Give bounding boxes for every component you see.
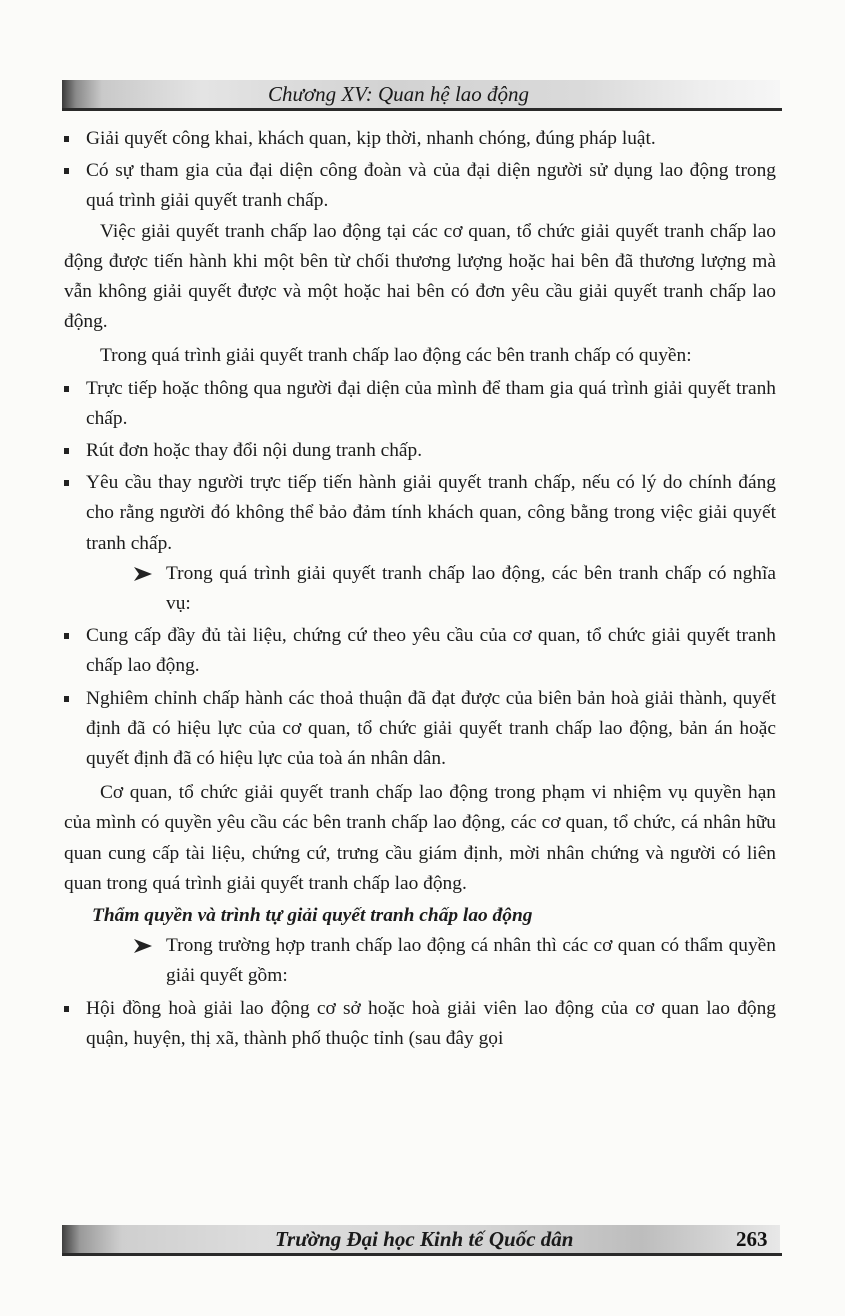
arrow-item xyxy=(64,931,776,991)
bullet-text: Rút đơn hoặc thay đổi nội dung tranh chấp. xyxy=(86,440,423,462)
footer-university: Trường Đại học Kinh tế Quốc dân xyxy=(275,1227,574,1251)
bullet-item xyxy=(64,994,776,1054)
bullet-text: Cung cấp đầy đủ tài liệu, chứng cứ theo yêu cầu của cơ quan, tổ chức giải quyết tranh chấp lao động. xyxy=(86,625,776,677)
page-number: 263 xyxy=(736,1227,768,1251)
bullet-text: Nghiêm chỉnh chấp hành các thoả thuận đã đạt được của biên bản hoà giải thành, quyết định đã có hiệu lực của cơ quan, tổ chức giải quyết tranh chấp lao động, bản án hoặc quyết định đã có hiệu lực của toà án nhân dân. xyxy=(86,687,776,770)
bullet-text: Giải quyết công khai, khách quan, kịp thời, nhanh chóng, đúng pháp luật. xyxy=(86,128,656,149)
bullet-icon xyxy=(64,448,69,454)
arrow-bullet-icon xyxy=(132,935,154,957)
bullet-icon xyxy=(64,136,69,142)
header-divider xyxy=(62,108,782,111)
bullet-item xyxy=(64,436,776,466)
bullet-item xyxy=(64,124,776,154)
paragraph: Cơ quan, tổ chức giải quyết tranh chấp lao động trong phạm vi nhiệm vụ quyền hạn của mình có quyền yêu cầu các bên tranh chấp lao động, các cơ quan, tổ chức, cá nhân hữu quan cung cấp tài liệu, chứng cứ, trưng cầu giám định, mời nhân chứng và người có liên quan trong quá trình giải quyết tranh chấp lao động. xyxy=(64,782,776,894)
paragraph: Việc giải quyết tranh chấp lao động tại các cơ quan, tổ chức giải quyết tranh chấp lao động được tiến hành khi một bên từ chối thương lượng hoặc hai bên đã thương lượng mà vẫn không giải quyết được và một hoặc hai bên có đơn yêu cầu giải quyết tranh chấp lao động. xyxy=(64,220,776,333)
footer-divider xyxy=(62,1253,782,1256)
section-heading: Thẩm quyền và trình tự giải quyết tranh chấp lao động xyxy=(92,905,533,927)
arrow-item xyxy=(64,559,776,619)
bullet-icon xyxy=(64,633,69,639)
bullet-icon xyxy=(64,480,69,486)
bullet-icon xyxy=(64,1006,69,1012)
bullet-text: Hội đồng hoà giải lao động cơ sở hoặc hoà giải viên lao động của cơ quan lao động quận, huyện, thị xã, thành phố thuộc tỉnh (sau đây gọi xyxy=(86,997,776,1049)
bullet-icon xyxy=(64,386,69,392)
bullet-item xyxy=(64,374,776,434)
bullet-item xyxy=(64,684,776,775)
chapter-header: Chương XV: Quan hệ lao động xyxy=(268,82,530,106)
bullet-item xyxy=(64,468,776,559)
arrow-bullet-icon xyxy=(132,563,154,585)
arrow-item-text: Trong trường hợp tranh chấp lao động cá nhân thì các cơ quan có thẩm quyền giải quyết gồm: xyxy=(166,935,776,987)
arrow-item-text: Trong quá trình giải quyết tranh chấp lao động, các bên tranh chấp có nghĩa vụ: xyxy=(166,562,776,615)
bullet-item xyxy=(64,156,776,216)
page-content xyxy=(64,122,776,1054)
bullet-text: Có sự tham gia của đại diện công đoàn và của đại diện người sử dụng lao động trong quá trình giải quyết tranh chấp. xyxy=(86,160,776,212)
bullet-text: Yêu cầu thay người trực tiếp tiến hành giải quyết tranh chấp, nếu có lý do chính đáng cho rằng người đó không thể bảo đảm tính khách quan, công bằng trong việc giải quyết tranh chấp. xyxy=(86,472,776,554)
bullet-item xyxy=(64,621,776,681)
bullet-text: Trực tiếp hoặc thông qua người đại diện của mình để tham gia quá trình giải quyết tranh chấp. xyxy=(86,377,776,429)
bullet-icon xyxy=(64,168,69,174)
bullet-icon xyxy=(64,696,69,702)
paragraph: Trong quá trình giải quyết tranh chấp lao động các bên tranh chấp có quyền: xyxy=(100,345,692,367)
